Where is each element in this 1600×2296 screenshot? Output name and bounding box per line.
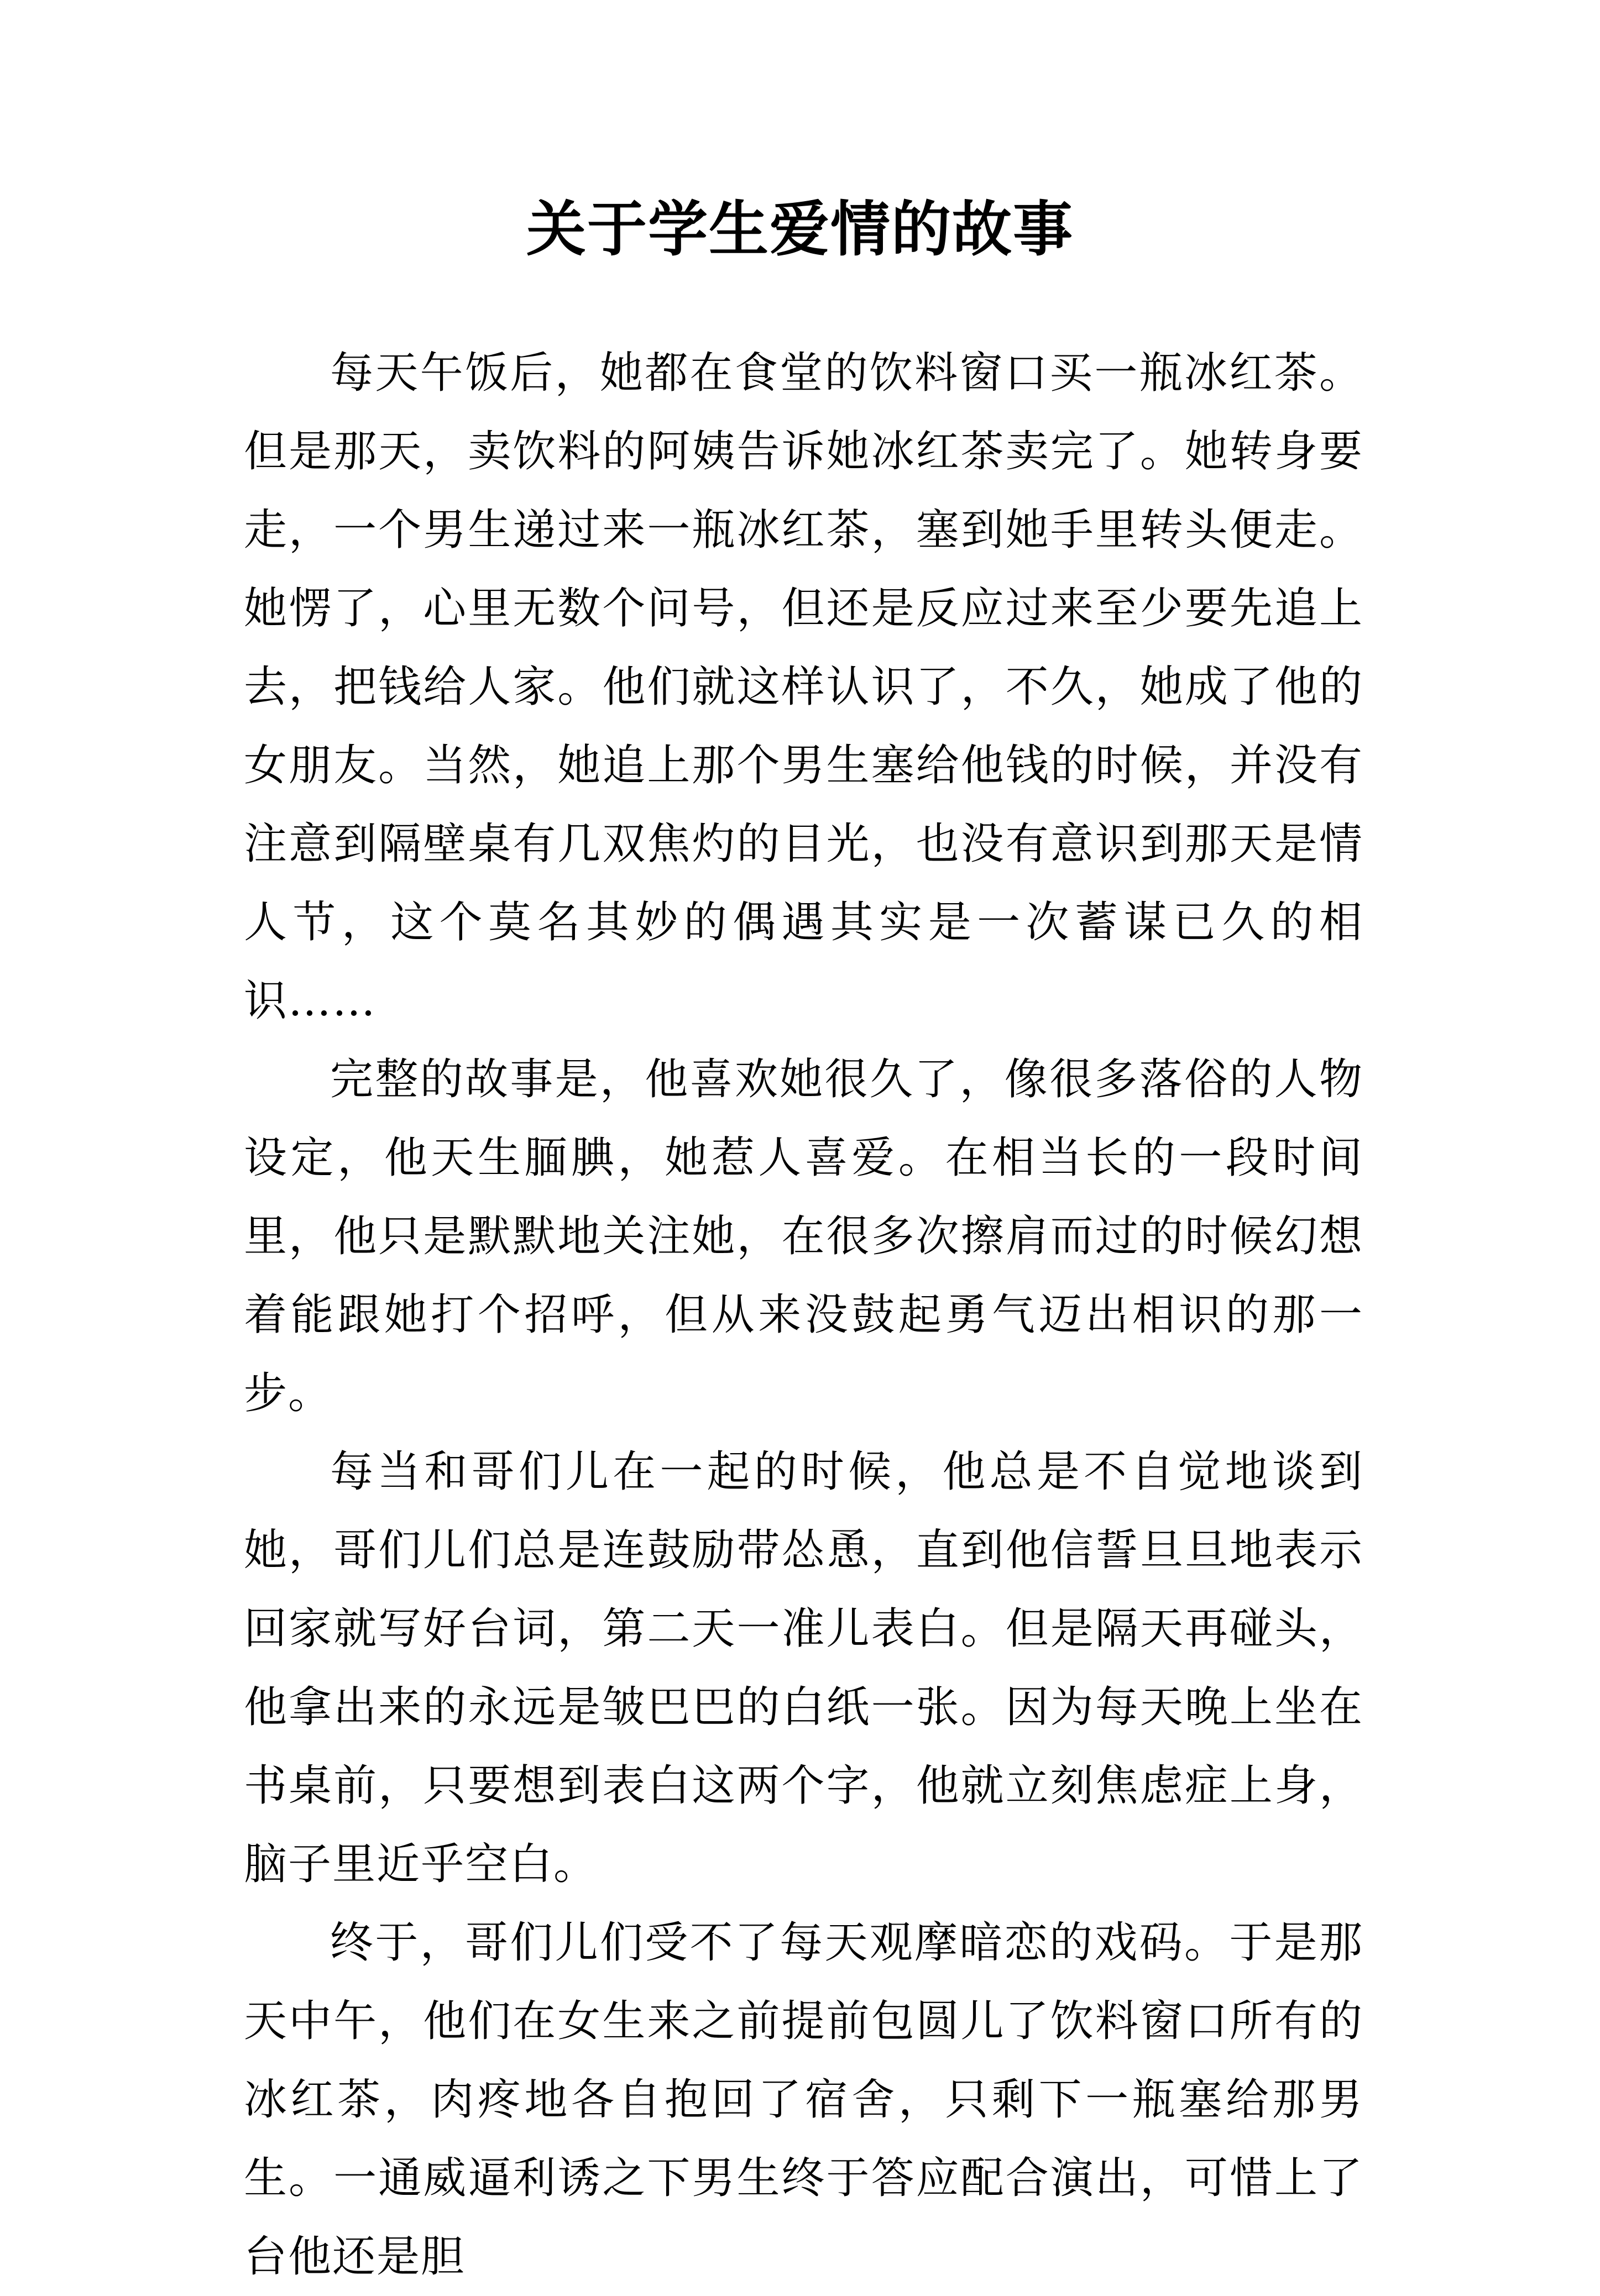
paragraph-1: 每天午饭后，她都在食堂的饮料窗口买一瓶冰红茶。但是那天，卖饮料的阿姨告诉她冰红茶卖完了。她转身要走，一个男生递过来一瓶冰红茶，塞到她手里转头便走。她愣了，心里无数个问号，但还是反应过来至少要先追上去，把钱给人家。他们就这样认识了，不久，她成了他的女朋友。当然，她追上那个男生塞给他钱的时候，并没有注意到隔壁桌有几双焦灼的目光，也没有意识到那天是情人节，这个莫名其妙的偶遇其实是一次蓄谋已久的相识……	[244, 348, 1363, 1026]
paragraph-3: 每当和哥们儿在一起的时候，他总是不自觉地谈到她，哥们儿们总是连鼓励带怂恿，直到他信誓旦旦地表示回家就写好台词，第二天一准儿表白。但是隔天再碰头，他拿出来的永远是皱巴巴的白纸一张。因为每天晚上坐在书桌前，只要想到表白这两个字，他就立刻焦虑症上身，脑子里近乎空白。	[244, 1447, 1363, 1889]
paragraph-4: 终于，哥们儿们受不了每天观摩暗恋的戏码。于是那天中午，他们在女生来之前提前包圆儿了饮料窗口所有的冰红茶，肉疼地各自抱回了宿舍，只剩下一瓶塞给那男生。一通威逼利诱之下男生终于答应配合演出，可惜上了台他还是胆	[244, 1918, 1363, 2282]
document-title: 关于学生爱情的故事	[526, 195, 1074, 264]
document-body	[244, 334, 1363, 2296]
paragraph-2: 完整的故事是，他喜欢她很久了，像很多落俗的人物设定，他天生腼腆，她惹人喜爱。在相当长的一段时间里，他只是默默地关注她，在很多次擦肩而过的时候幻想着能跟她打个招呼，但从来没鼓起勇气迈出相识的那一步。	[244, 1055, 1363, 1418]
